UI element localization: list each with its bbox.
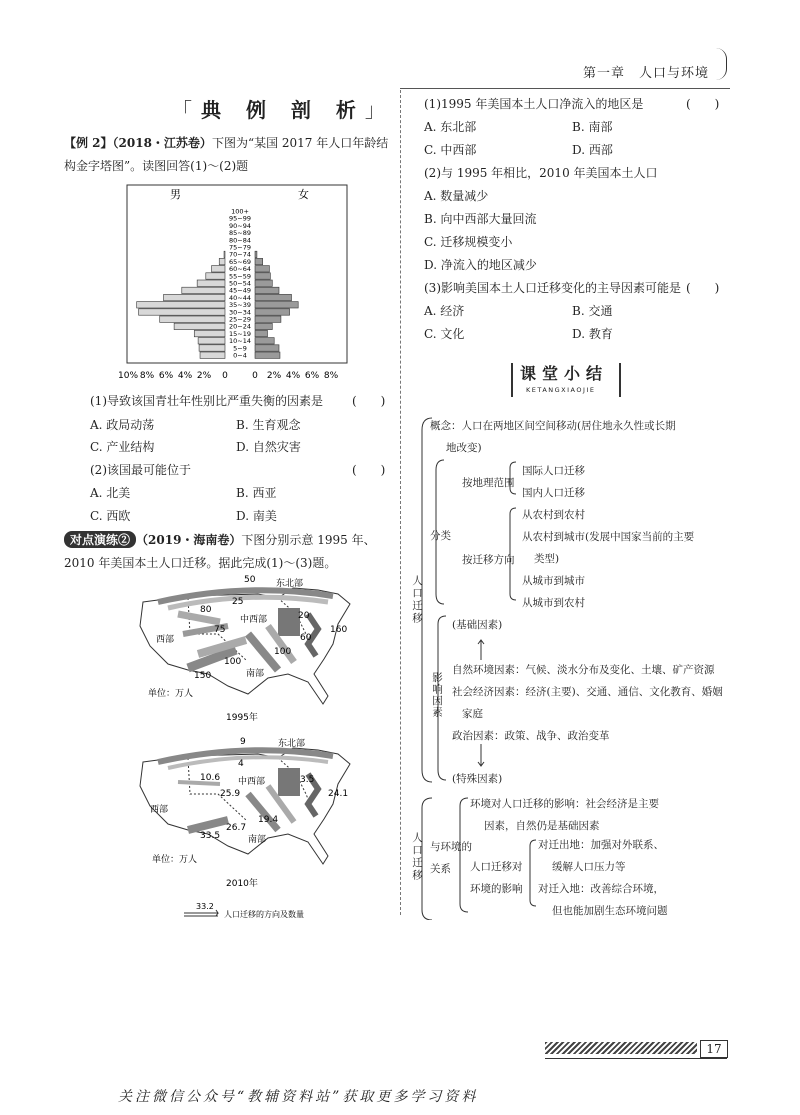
map2010-val-3: 25.9: [220, 789, 241, 799]
pyramid-axis-tick: 2%: [196, 371, 212, 381]
map1995-val-9: 160: [330, 625, 348, 635]
pyramid-age-label: 95~99: [229, 214, 251, 223]
map2010-val-8: 33.5: [200, 831, 221, 841]
footer-rule: [545, 1058, 727, 1059]
pyramid-age-label: 100+: [231, 207, 249, 216]
mm-basic-factor: (基础因素): [452, 619, 503, 631]
mm-migration-impact-2: 环境的影响: [470, 883, 523, 895]
map2010-region-mw: 中西部: [238, 777, 266, 787]
pyramid-male-bar: [194, 330, 225, 336]
map1995-val-1: 25: [232, 597, 244, 607]
map2010-val-6: 26.7: [226, 823, 247, 833]
right-q1-stem: (1)1995 年美国本土人口净流入的地区是: [424, 97, 644, 111]
q1-option-a[interactable]: A. 政局动荡: [90, 418, 155, 432]
mm-outflow-1: 对迁出地：加强对外联系、: [538, 839, 664, 851]
example-text: 下图为“某国 2017 年人口年龄结: [211, 136, 389, 150]
pyramid-axis-tick: 6%: [158, 371, 174, 381]
mm-social-factor-1: 社会经济因素：经济(主要)、交通、通信、文化教育、婚姻: [452, 686, 723, 698]
pyramid-male-bar: [212, 266, 225, 272]
right-q2-stem: (2)与 1995 年相比，2010 年美国本土人口: [424, 166, 658, 180]
mm-special-factor: (特殊因素): [452, 773, 503, 785]
q2-option-d[interactable]: D. 南美: [236, 509, 277, 523]
pyramid-age-label: 10~14: [229, 337, 251, 346]
header-bracket: [716, 48, 727, 80]
map2010-val-2: 10.6: [200, 773, 221, 783]
pyramid-age-label: 30~34: [229, 308, 251, 317]
mm-root-migration: 人口迁移: [411, 575, 423, 625]
map1995-val-0: 50: [244, 575, 256, 585]
female-label: 女: [298, 188, 309, 201]
pyramid-age-label: 50~54: [229, 279, 251, 288]
mm-factors: 影响因素: [431, 672, 443, 718]
map2010-val-4: 3.5: [300, 775, 315, 785]
right-q2-option-a[interactable]: A. 数量减少: [424, 189, 489, 203]
mm-direction-item-2: 类型): [534, 553, 560, 565]
map2010-region-w: 西部: [150, 805, 169, 815]
pyramid-female-bar: [255, 294, 291, 300]
right-q3-option-a[interactable]: A. 经济: [424, 304, 465, 318]
example2-line2: 构金字塔图”。读图回答(1)～(2)题: [64, 159, 249, 173]
map2010-val-0: 9: [240, 737, 246, 747]
pyramid-axis-tick: 8%: [323, 371, 339, 381]
pyramid-axis-tick: 0: [252, 371, 258, 381]
mm-direction-item-4: 从城市到农村: [522, 597, 585, 609]
legend-value: 33.2: [196, 902, 214, 911]
mm-social-factor-2: 家庭: [462, 708, 483, 720]
pyramid-female-bar: [255, 258, 263, 264]
mm-direction-item-0: 从农村到农村: [522, 509, 585, 521]
pyramid-female-bar: [255, 352, 280, 358]
mm-direction-item-3: 从城市到城市: [522, 575, 585, 587]
map1995-region-ne: 东北部: [276, 579, 304, 589]
map1995-val-2: 80: [200, 605, 212, 615]
pyramid-age-label: 15~19: [229, 329, 251, 338]
pyramid-male-bar: [198, 338, 225, 344]
q2-option-a[interactable]: A. 北美: [90, 486, 131, 500]
mm-migration-impact-1: 人口迁移对: [470, 861, 523, 873]
map1995-val-5: 60: [300, 633, 312, 643]
pyramid-axis-tick: 6%: [304, 371, 320, 381]
pyramid-female-bar: [255, 323, 272, 329]
bottom-note: 关注微信公众号“教辅资料站”获取更多学习资料: [118, 1089, 479, 1105]
map2010-val-5: 24.1: [328, 789, 349, 799]
mm-concept-line2: 地改变): [446, 442, 482, 454]
q1-answer-blank[interactable]: ( ): [352, 394, 386, 408]
right-q2-option-d[interactable]: D. 净流入的地区减少: [424, 258, 537, 272]
map2010-unit: 单位：万人: [152, 855, 198, 865]
pyramid-age-label: 60~64: [229, 265, 251, 274]
map1995-year: 1995年: [226, 713, 258, 723]
map2010-region-ne: 东北部: [278, 739, 306, 749]
right-q1-option-d[interactable]: D. 西部: [572, 143, 613, 157]
map1995-region-mw: 中西部: [240, 615, 268, 625]
pyramid-age-label: 5~9: [233, 344, 247, 353]
migration-map-1995: [128, 574, 358, 724]
right-q3-option-b[interactable]: B. 交通: [572, 304, 613, 318]
map2010-year: 2010年: [226, 879, 258, 889]
pyramid-male-bar: [164, 294, 225, 300]
footer-hatch-bar: [545, 1042, 697, 1054]
pyramid-male-bar: [197, 280, 225, 286]
pyramid-male-bar: [199, 345, 225, 351]
map2010-val-7: 19.4: [258, 815, 279, 825]
mm-classify: 分类: [430, 530, 451, 542]
example-label: 【例 2】: [64, 136, 113, 150]
q1-option-c[interactable]: C. 产业结构: [90, 440, 155, 454]
pyramid-male-bar: [224, 251, 225, 257]
pyramid-female-bar: [255, 338, 274, 344]
section-title: 「典 例 剖 析」: [172, 98, 394, 122]
pyramid-female-bar: [255, 345, 279, 351]
pyramid-axis-tick: 8%: [139, 371, 155, 381]
pyramid-axis-tick: 4%: [285, 371, 301, 381]
pyramid-age-label: 65~69: [229, 257, 251, 266]
pyramid-male-bar: [206, 273, 225, 279]
mm-direction-item-1: 从农村到城市(发展中国家当前的主要: [522, 531, 695, 543]
right-q1-option-a[interactable]: A. 东北部: [424, 120, 477, 134]
mm-root-migration-2: 人口迁移: [411, 832, 423, 882]
migration-map-2010: [128, 734, 358, 894]
right-q3-stem: (3)影响美国本土人口迁移变化的主导因素可能是: [424, 281, 681, 295]
q1-option-b[interactable]: B. 生育观念: [236, 418, 301, 432]
q2-answer-blank[interactable]: ( ): [352, 463, 386, 477]
mm-political-factor: 政治因素：政策、战争、政治变革: [452, 730, 610, 742]
right-q2-option-b[interactable]: B. 向中西部大量回流: [424, 212, 537, 226]
legend-label: 人口迁移的方向及数量: [224, 910, 304, 919]
pyramid-male-bar: [182, 287, 225, 293]
drill-line1: 对点演练② （2019・海南卷）下图分别示意 1995 年、: [64, 531, 376, 548]
pyramid-age-label: 40~44: [229, 293, 251, 302]
pyramid-male-bar: [137, 302, 225, 308]
pyramid-male-bar: [139, 309, 225, 315]
right-q3-option-d[interactable]: D. 教育: [572, 327, 613, 341]
pyramid-female-bar: [255, 302, 298, 308]
pyramid-female-bar: [255, 280, 272, 286]
q2-option-b[interactable]: B. 西亚: [236, 486, 277, 500]
drill-line2: 2010 年美国本土人口迁移。据此完成(1)～(3)题。: [64, 556, 337, 570]
summary-title: 课堂小结: [520, 364, 609, 383]
pyramid-age-label: 75~79: [229, 243, 251, 252]
drill-source: （2019・海南卷）: [136, 533, 242, 547]
mm-range-item-1: 国内人口迁移: [522, 487, 585, 499]
pyramid-female-bar: [255, 273, 270, 279]
mm-env-impact-2: 因素，自然仍是基础因素: [484, 820, 600, 832]
map1995-val-8: 150: [194, 671, 212, 681]
pyramid-axis-tick: 4%: [177, 371, 193, 381]
pyramid-axis-tick: 0: [222, 371, 228, 381]
q1-option-d[interactable]: D. 自然灾害: [236, 440, 301, 454]
pyramid-age-label: 85~89: [229, 229, 251, 238]
map1995-val-7: 100: [224, 657, 242, 667]
chapter-title: 第一章 人口与环境: [583, 66, 710, 81]
pyramid-female-bar: [255, 251, 257, 257]
pyramid-male-bar: [200, 352, 225, 358]
male-label: 男: [170, 188, 181, 201]
right-q2-option-c[interactable]: C. 迁移规模变小: [424, 235, 513, 249]
pyramid-age-label: 80~84: [229, 236, 251, 245]
drill-tag: 对点演练②: [64, 531, 136, 548]
map1995-val-4: 20: [298, 611, 310, 621]
population-pyramid-chart: [118, 180, 354, 382]
pyramid-age-label: 55~59: [229, 272, 251, 281]
mm-outflow-2: 缓解人口压力等: [552, 861, 626, 873]
map1995-unit: 单位：万人: [148, 689, 194, 699]
right-q1-answer-blank[interactable]: ( ): [686, 97, 720, 111]
example2-line1: [64, 134, 388, 151]
mm-by-direction: 按迁移方向: [462, 554, 515, 566]
map1995-region-w: 西部: [156, 635, 175, 645]
map-legend: [182, 900, 352, 922]
map2010-region-s: 南部: [248, 835, 267, 845]
pyramid-age-label: 25~29: [229, 315, 251, 324]
map2010-val-1: 4: [238, 759, 244, 769]
mm-by-range: 按地理范围: [462, 477, 515, 489]
pyramid-age-label: 90~94: [229, 221, 251, 230]
pyramid-female-bar: [255, 287, 279, 293]
pyramid-axis-tick: 2%: [266, 371, 282, 381]
header-rule: [400, 88, 730, 89]
mm-env-impact-1: 环境对人口迁移的影响：社会经济是主要: [470, 798, 659, 810]
mm-inflow-1: 对迁入地：改善综合环境，: [538, 883, 664, 895]
right-q1-option-b[interactable]: B. 南部: [572, 120, 613, 134]
map1995-region-s: 南部: [246, 669, 265, 679]
right-q1-option-c[interactable]: C. 中西部: [424, 143, 477, 157]
pyramid-age-label: 0~4: [233, 351, 247, 360]
q1-stem: (1)导致该国青壮年性别比严重失衡的因素是: [90, 394, 323, 408]
mm-range-item-0: 国际人口迁移: [522, 465, 585, 477]
pyramid-female-bar: [255, 309, 290, 315]
pyramid-male-bar: [160, 316, 225, 322]
q2-option-c[interactable]: C. 西欧: [90, 509, 131, 523]
pyramid-female-bar: [255, 330, 267, 336]
mm-inflow-2: 但也能加剧生态环境问题: [552, 905, 668, 917]
mm-concept-line1: 概念：人口在两地区间空间移动(居住地永久性或长期: [430, 420, 676, 432]
example-source: （2018・江苏卷）: [112, 136, 212, 150]
pyramid-female-bar: [255, 316, 281, 322]
mm-natural-factor: 自然环境因素：气候、淡水分布及变化、土壤、矿产资源: [452, 664, 715, 676]
pyramid-axis-tick: 10%: [118, 371, 139, 381]
pyramid-age-label: 45~49: [229, 286, 251, 295]
mm-relation: 与环境的关系: [430, 841, 472, 875]
pyramid-female-bar: [255, 266, 269, 272]
right-q3-answer-blank[interactable]: ( ): [686, 281, 720, 295]
pyramid-male-bar: [219, 258, 225, 264]
pyramid-male-bar: [174, 323, 225, 329]
page-number: 17: [700, 1040, 728, 1058]
map1995-val-3: 75: [214, 625, 226, 635]
q2-stem: (2)该国最可能位于: [90, 463, 191, 477]
pyramid-age-label: 70~74: [229, 250, 251, 259]
summary-subtitle: KETANGXIAOJIE: [526, 386, 596, 394]
pyramid-age-label: 20~24: [229, 322, 251, 331]
pyramid-age-label: 35~39: [229, 301, 251, 310]
right-q3-option-c[interactable]: C. 文化: [424, 327, 465, 341]
map1995-val-6: 100: [274, 647, 292, 657]
